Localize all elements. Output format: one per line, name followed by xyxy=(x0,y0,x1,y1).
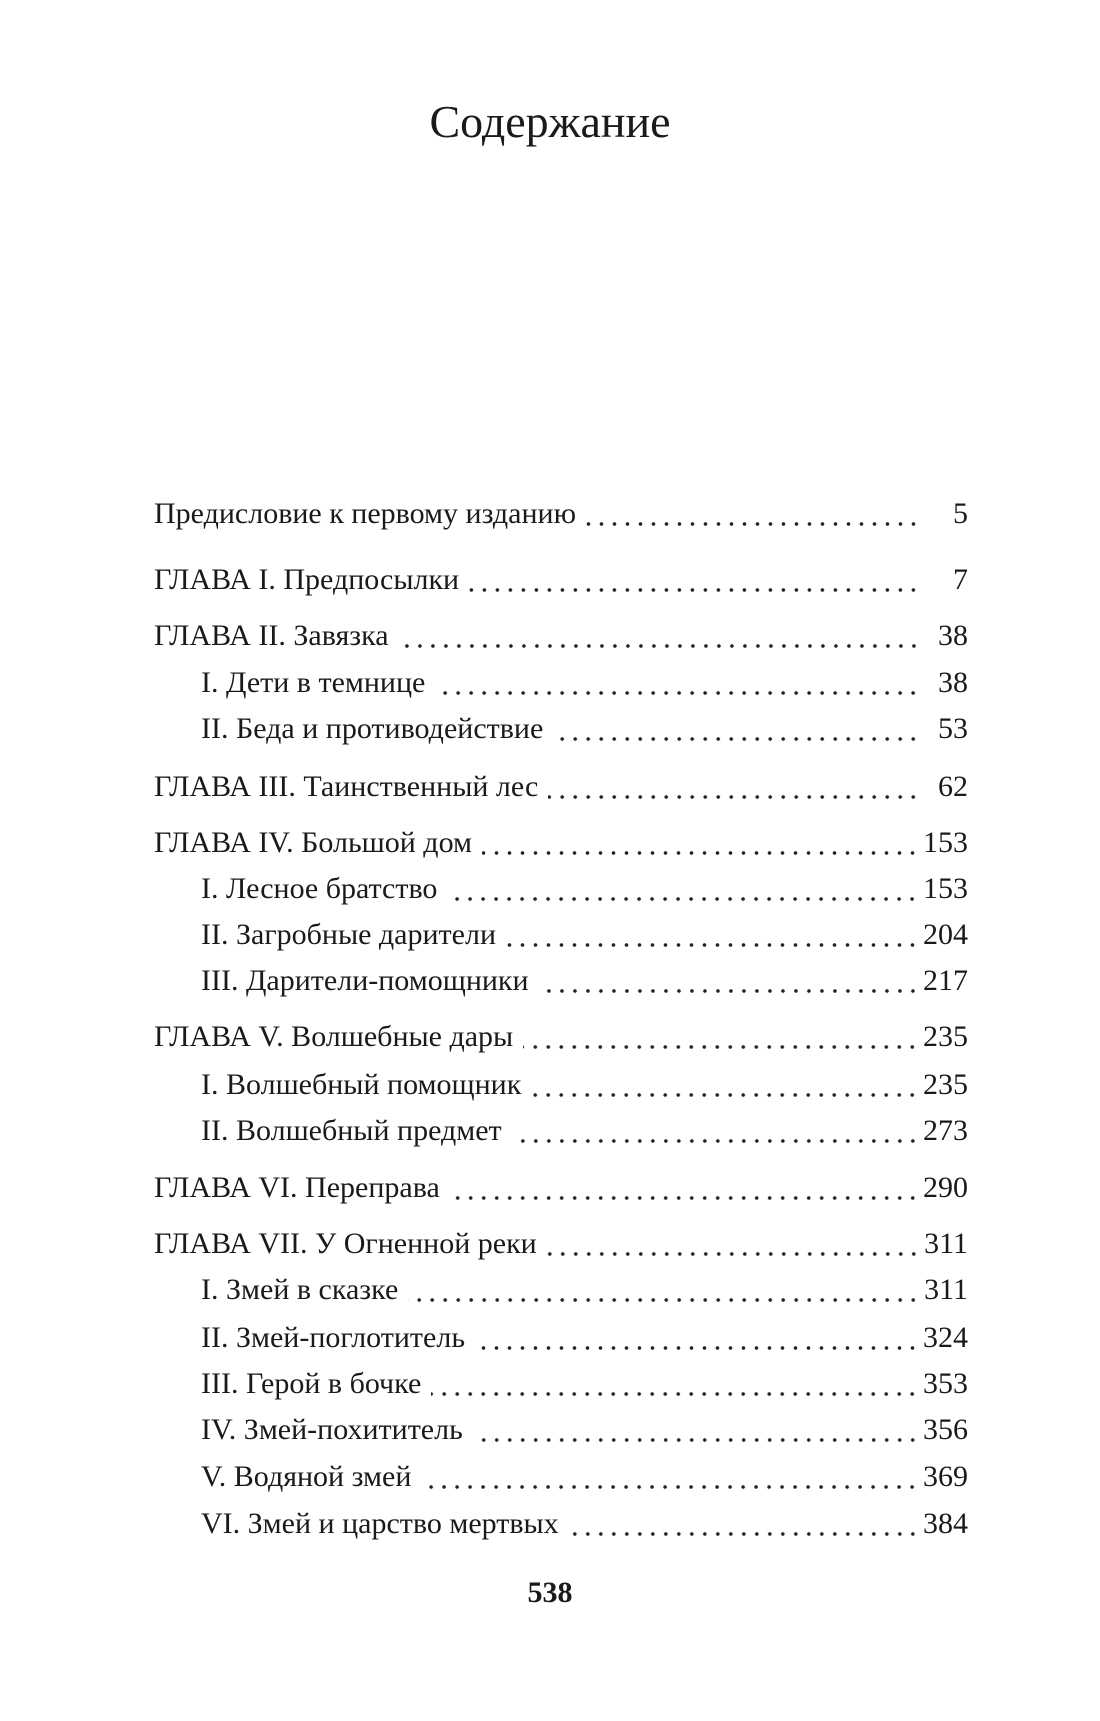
toc-entry-page: 356 xyxy=(923,1413,968,1446)
toc-entry-page: 235 xyxy=(923,1068,968,1101)
toc-entry-page: 53 xyxy=(938,712,968,745)
toc-entry-page: 311 xyxy=(924,1273,968,1306)
toc-entry-page: 353 xyxy=(923,1367,968,1400)
toc-entry-page: 311 xyxy=(924,1227,968,1260)
dot-leader xyxy=(539,958,919,1004)
toc-entry xyxy=(154,1221,968,1267)
toc-entry-page: 384 xyxy=(923,1507,968,1540)
dot-leader xyxy=(469,557,920,603)
dot-leader xyxy=(408,1267,920,1313)
toc-entry-label: II. Беда и противодействие xyxy=(201,712,544,745)
toc-entry-label: I. Змей в сказке xyxy=(201,1273,399,1306)
dot-leader xyxy=(399,613,920,659)
dot-leader xyxy=(569,1501,919,1547)
dot-leader xyxy=(447,866,919,912)
toc-entry-label: IV. Змей-похититель xyxy=(201,1413,463,1446)
toc-entry-label: II. Загробные дарители xyxy=(201,918,497,951)
toc-entry xyxy=(201,1267,968,1313)
toc-entry-page: 38 xyxy=(938,619,968,652)
toc-entry-label: III. Дарители-помощники xyxy=(201,964,529,997)
dot-leader xyxy=(475,1315,919,1361)
page-number: 538 xyxy=(527,1576,573,1609)
toc-entry-page: 235 xyxy=(923,1020,968,1053)
toc-entry-label: ГЛАВА I. Предпосылки xyxy=(154,563,460,596)
toc-entry-page: 290 xyxy=(923,1171,968,1204)
toc-entry xyxy=(201,1454,968,1500)
toc-entry-label: I. Лесное братство xyxy=(201,872,438,905)
toc-entry xyxy=(201,660,968,706)
toc-entry-label: Предисловие к первому изданию xyxy=(154,497,577,530)
toc-entry-page: 153 xyxy=(923,826,968,859)
dot-leader xyxy=(512,1108,919,1154)
toc-entry xyxy=(154,491,968,537)
toc-entry-page: 153 xyxy=(923,872,968,905)
toc-entry xyxy=(201,1407,968,1453)
dot-leader xyxy=(473,1407,919,1453)
toc-entry-label: II. Змей-поглотитель xyxy=(201,1321,466,1354)
toc-entry-label: II. Волшебный предмет xyxy=(201,1114,502,1147)
toc-entry-page: 38 xyxy=(938,666,968,699)
toc-entry xyxy=(201,866,968,912)
toc-entry xyxy=(154,820,968,866)
toc-entry xyxy=(201,1361,968,1407)
dot-leader xyxy=(586,491,920,537)
toc-entry xyxy=(154,764,968,810)
toc-entry xyxy=(201,958,968,1004)
toc-entry-label: ГЛАВА IV. Большой дом xyxy=(154,826,472,859)
dot-leader xyxy=(547,1221,920,1267)
dot-leader xyxy=(421,1454,919,1500)
toc-entry-page: 62 xyxy=(938,770,968,803)
toc-entry-label: ГЛАВА VII. У Огненной реки xyxy=(154,1227,537,1260)
toc-entry-page: 5 xyxy=(953,497,968,530)
dot-leader xyxy=(482,820,919,866)
toc-entry xyxy=(201,706,968,752)
dot-leader xyxy=(506,912,919,958)
toc-entry-page: 217 xyxy=(923,964,968,997)
dot-leader xyxy=(435,660,920,706)
dot-leader xyxy=(531,1062,919,1108)
toc-entry-label: III. Герой в бочке xyxy=(201,1367,422,1400)
dot-leader xyxy=(450,1165,919,1211)
toc-entry-page: 273 xyxy=(923,1114,968,1147)
toc-entry xyxy=(201,912,968,958)
dot-leader xyxy=(431,1361,919,1407)
toc-entry-label: ГЛАВА V. Волшебные дары xyxy=(154,1020,514,1053)
page-title: Содержание xyxy=(429,96,671,147)
dot-leader xyxy=(553,706,920,752)
toc-entry xyxy=(201,1062,968,1108)
toc-entry-label: I. Волшебный помощник xyxy=(201,1068,522,1101)
toc-entry xyxy=(201,1501,968,1547)
toc-entry xyxy=(154,557,968,603)
dot-leader xyxy=(548,764,920,810)
dot-leader xyxy=(523,1014,919,1060)
toc-entry xyxy=(154,613,968,659)
toc-entry-label: VI. Змей и царство мертвых xyxy=(201,1507,559,1540)
toc-entry-page: 324 xyxy=(923,1321,968,1354)
toc-entry-label: ГЛАВА III. Таинственный лес xyxy=(154,770,539,803)
toc-entry xyxy=(201,1108,968,1154)
toc-entry-page: 369 xyxy=(923,1460,968,1493)
toc-entry-label: ГЛАВА II. Завязка xyxy=(154,619,389,652)
toc-entry xyxy=(154,1014,968,1060)
toc-entry-label: I. Дети в темнице xyxy=(201,666,426,699)
toc-entry xyxy=(154,1165,968,1211)
toc-entry-page: 204 xyxy=(923,918,968,951)
toc-entry-page: 7 xyxy=(953,563,968,596)
toc-entry-label: V. Водяной змей xyxy=(201,1460,412,1493)
toc-entry xyxy=(201,1315,968,1361)
toc-entry-label: ГЛАВА VI. Переправа xyxy=(154,1171,440,1204)
